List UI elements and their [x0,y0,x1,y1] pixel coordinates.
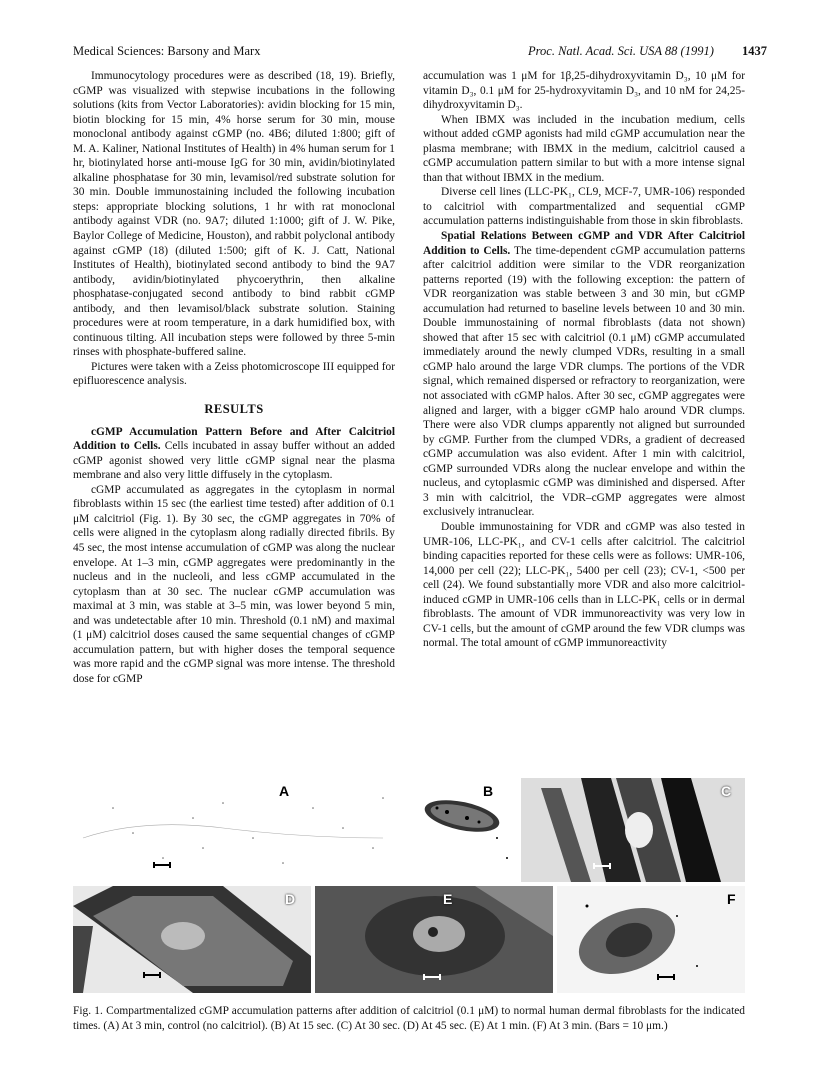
left-column [73,69,395,686]
micrograph-d-image [73,886,311,993]
micrograph-panel-f [557,886,745,993]
scale-bar-a [153,862,171,868]
results-paragraph-accumulation: cGMP Accumulation Pattern Before and After Calcitriol Addition to Cells. Cells incubated in assay buffer without an added cGMP agonist showed very little cGMP signal near the plasma membrane and also very little diffusely in the cytoplasm. [73,425,395,482]
figure-label: Fig. 1. [73,1005,103,1017]
results-paragraph-double-immunostaining: Double immunostaining for VDR and cGMP was also tested in UMR-106, LLC-PK₁, and CV-1 cells after calcitriol. The calcitriol binding capacities reported for these cells were as follows: UMR-106, 14,000 per cell (22); LLC-PK₁, 5400 per cell (23); CV-1, <500 per cell (24). We found substantially more VDR and also more calcitriol-induced cGMP in UMR-106 cells than in LLC-PK₁ cells or in dermal fibroblasts. The amount of VDR immunoreactivity was very low in CV-1 cells, but the amount of cGMP around the few VDR clumps was normal. The total amount of cGMP immunoreactivity [423,520,745,650]
panel-label-a: A [279,783,290,799]
results-paragraph-spatial: Spatial Relations Between cGMP and VDR After Calcitriol Addition to Cells. The time-dependent cGMP accumulation patterns after calcitriol addition were similar to the VDR reorganization patterns reported (19) with the following exception: the pattern of VDR reorganization was stable between 3 and 30 min, but cGMP accumulation had returned to baseline levels between 10 and 30 min. Double immunostaining of normal fibroblasts (data not shown) showed that after 15 sec with calcitriol (0.1 μM) cGMP accumulated immediately around the newly clumped VDRs, resulting in a small cGMP halo around the large VDR clumps. The portions of the VDR signal, which remained dispersed or refractory to reorganization, were not associated with cGMP halos. After 30 sec, cGMP aggregates were aligned and larger, with a bigger cGMP halo around VDR clumps. There were also VDR clumps apparently not aligned but surrounded by cGMP. Further from the clumped VDRs, a gradient of decreased cGMP accumulation was also evident. After 1 min with calcitriol, cGMP surrounded VDRs along the nuclear envelope and within the nucleus, and cytoplasmic cGMP was diminished and dispersed. After 3 min with calcitriol, the VDR–cGMP aggregates were almost exclusively intranuclear. [423,230,745,519]
subsection-heading-accumulation: cGMP Accumulation Pattern Before and After Calcitriol Addition to Cells. [73,425,395,453]
scale-bar-d [143,972,161,978]
journal-citation: Proc. Natl. Acad. Sci. USA 88 (1991) [528,44,714,58]
micrograph-panel-e [315,886,553,993]
micrograph-a-image [73,778,401,882]
micrograph-panel-a [73,778,401,882]
running-header: Medical Sciences: Barsony and Marx [73,44,261,58]
scale-bar-c [593,863,611,869]
micrograph-panel-b [407,778,517,882]
page-number: 1437 [742,44,767,58]
panel-label-b: B [483,783,494,799]
micrograph-panel-d [73,886,311,993]
subsection-heading-spatial: Spatial Relations Between cGMP and VDR After Calcitriol Addition to Cells. [423,230,745,257]
results-paragraph-threshold: accumulation was 1 μM for 1β,25-dihydroxyvitamin D₃, 10 μM for vitamin D₃, 0.1 μM for 25-hydroxyvitamin D₃, and 10 nM for 24,25-dihydroxyvitamin D₃. [423,70,745,112]
micrograph-f-image [557,886,745,993]
panel-label-f: F [727,891,736,907]
micrograph-panel-c [521,778,745,882]
figure-caption [73,1004,745,1033]
methods-paragraph-pictures: Pictures were taken with a Zeiss photomicroscope III equipped for epifluorescence analysis. [73,360,395,388]
scale-bar-e [423,974,441,980]
micrograph-c-image [521,778,745,882]
figure-1 [73,778,745,993]
panel-label-d: D [285,891,296,907]
methods-paragraph-immunocytology: Immunocytology procedures were as described (18, 19). Briefly, cGMP was visualized with stepwise incubations in the following solutions (kits from Vector Laboratories): avidin blocking for 15 min, biotin blocking for 15 min, 4% horse serum for 30 min, mouse monoclonal antibody against cGMP (no. 4B6; diluted 1:800; gift of M. A. Kaliner, National Institutes of Health) in 4% human serum for 1 hr, biotinylated horse anti-mouse IgG for 30 min, avidin/biotinylated alkaline phosphatase for 30 min, levamisol/red substrate solution for 30 min. Double immunostaining included the following incubation steps: appropriate blocking solutions, 1 hr with rat monoclonal antibody against VDR (no. 9A7; diluted 1:1000; gift of J. W. Pike, Baylor College of Medicine, Houston), and rabbit polyclonal antibody against cGMP (18) (diluted 1:500; gift of K. J. Catt, National Institutes of Health), biotinylated second antibody to bind the 9A7 antibody, avidin/biotinylated phycoerythrin, then alkaline phosphatase-conjugated second antibody to bind rabbit cGMP antibody, and then levamisol/black substrate solution. Staining procedures were at room temperature, in a dark humidified box, with continuous tilting. All incubation steps were followed by three 5-min rinses with phosphate-buffered saline. [73,70,395,359]
results-paragraph-cell-lines: Diverse cell lines (LLC-PK₁, CL9, MCF-7, UMR-106) responded to calcitriol with compartmentalized and sequential cGMP accumulation patterns indistinguishable from those in skin fibroblasts. [423,186,745,228]
panel-label-e: E [443,891,453,907]
results-paragraph-ibmx: When IBMX was included in the incubation medium, cells without added cGMP agonists had mild cGMP accumulation near the plasma membrane; with IBMX in the medium, calcitriol caused a cGMP accumulation pattern similar to but with a more intense signal than that without IBMX in the medium. [423,113,745,184]
caption-text: Compartmentalized cGMP accumulation patterns after addition of calcitriol (0.1 μM) to normal human dermal fibroblasts for the indicated times. (A) At 3 min, control (no calcitriol). (B) At 15 sec. (C) At 30 sec. (D) At 45 sec. (E) At 1 min. (F) At 3 min. (Bars = 10 μm.) [73,1005,745,1032]
results-paragraph-aggregates: cGMP accumulated as aggregates in the cytoplasm in normal fibroblasts within 15 sec (the earliest time tested) after addition of 0.1 μM calcitriol (Fig. 1). By 30 sec, the cGMP aggregates in 70% of cells were aligned in the cytoplasm along radially directed fibrils. By 45 sec, the most intense accumulation of cGMP was along the nuclear envelope. At 1–3 min, cGMP aggregates were predominantly in the nucleus and in the nucleoli, and less cGMP accumulated in the cytoplasm than at 30 sec. The nuclear cGMP accumulation was maximal at 3 min, was stable at 3–5 min, was lower beyond 5 min, and was undetectable after 10 min. Threshold (0.1 nM) and maximal (1 μM) calcitriol doses caused the same sequential changes of cGMP accumulation pattern, but with higher doses the temporal sequence was more rapid and the cGMP signal was more intense. The threshold dose for cGMP [73,483,395,685]
results-heading: RESULTS [204,402,264,417]
right-column [423,69,745,651]
scale-bar-f [657,974,675,980]
panel-label-c: C [721,783,732,799]
micrograph-b-image [407,778,517,882]
